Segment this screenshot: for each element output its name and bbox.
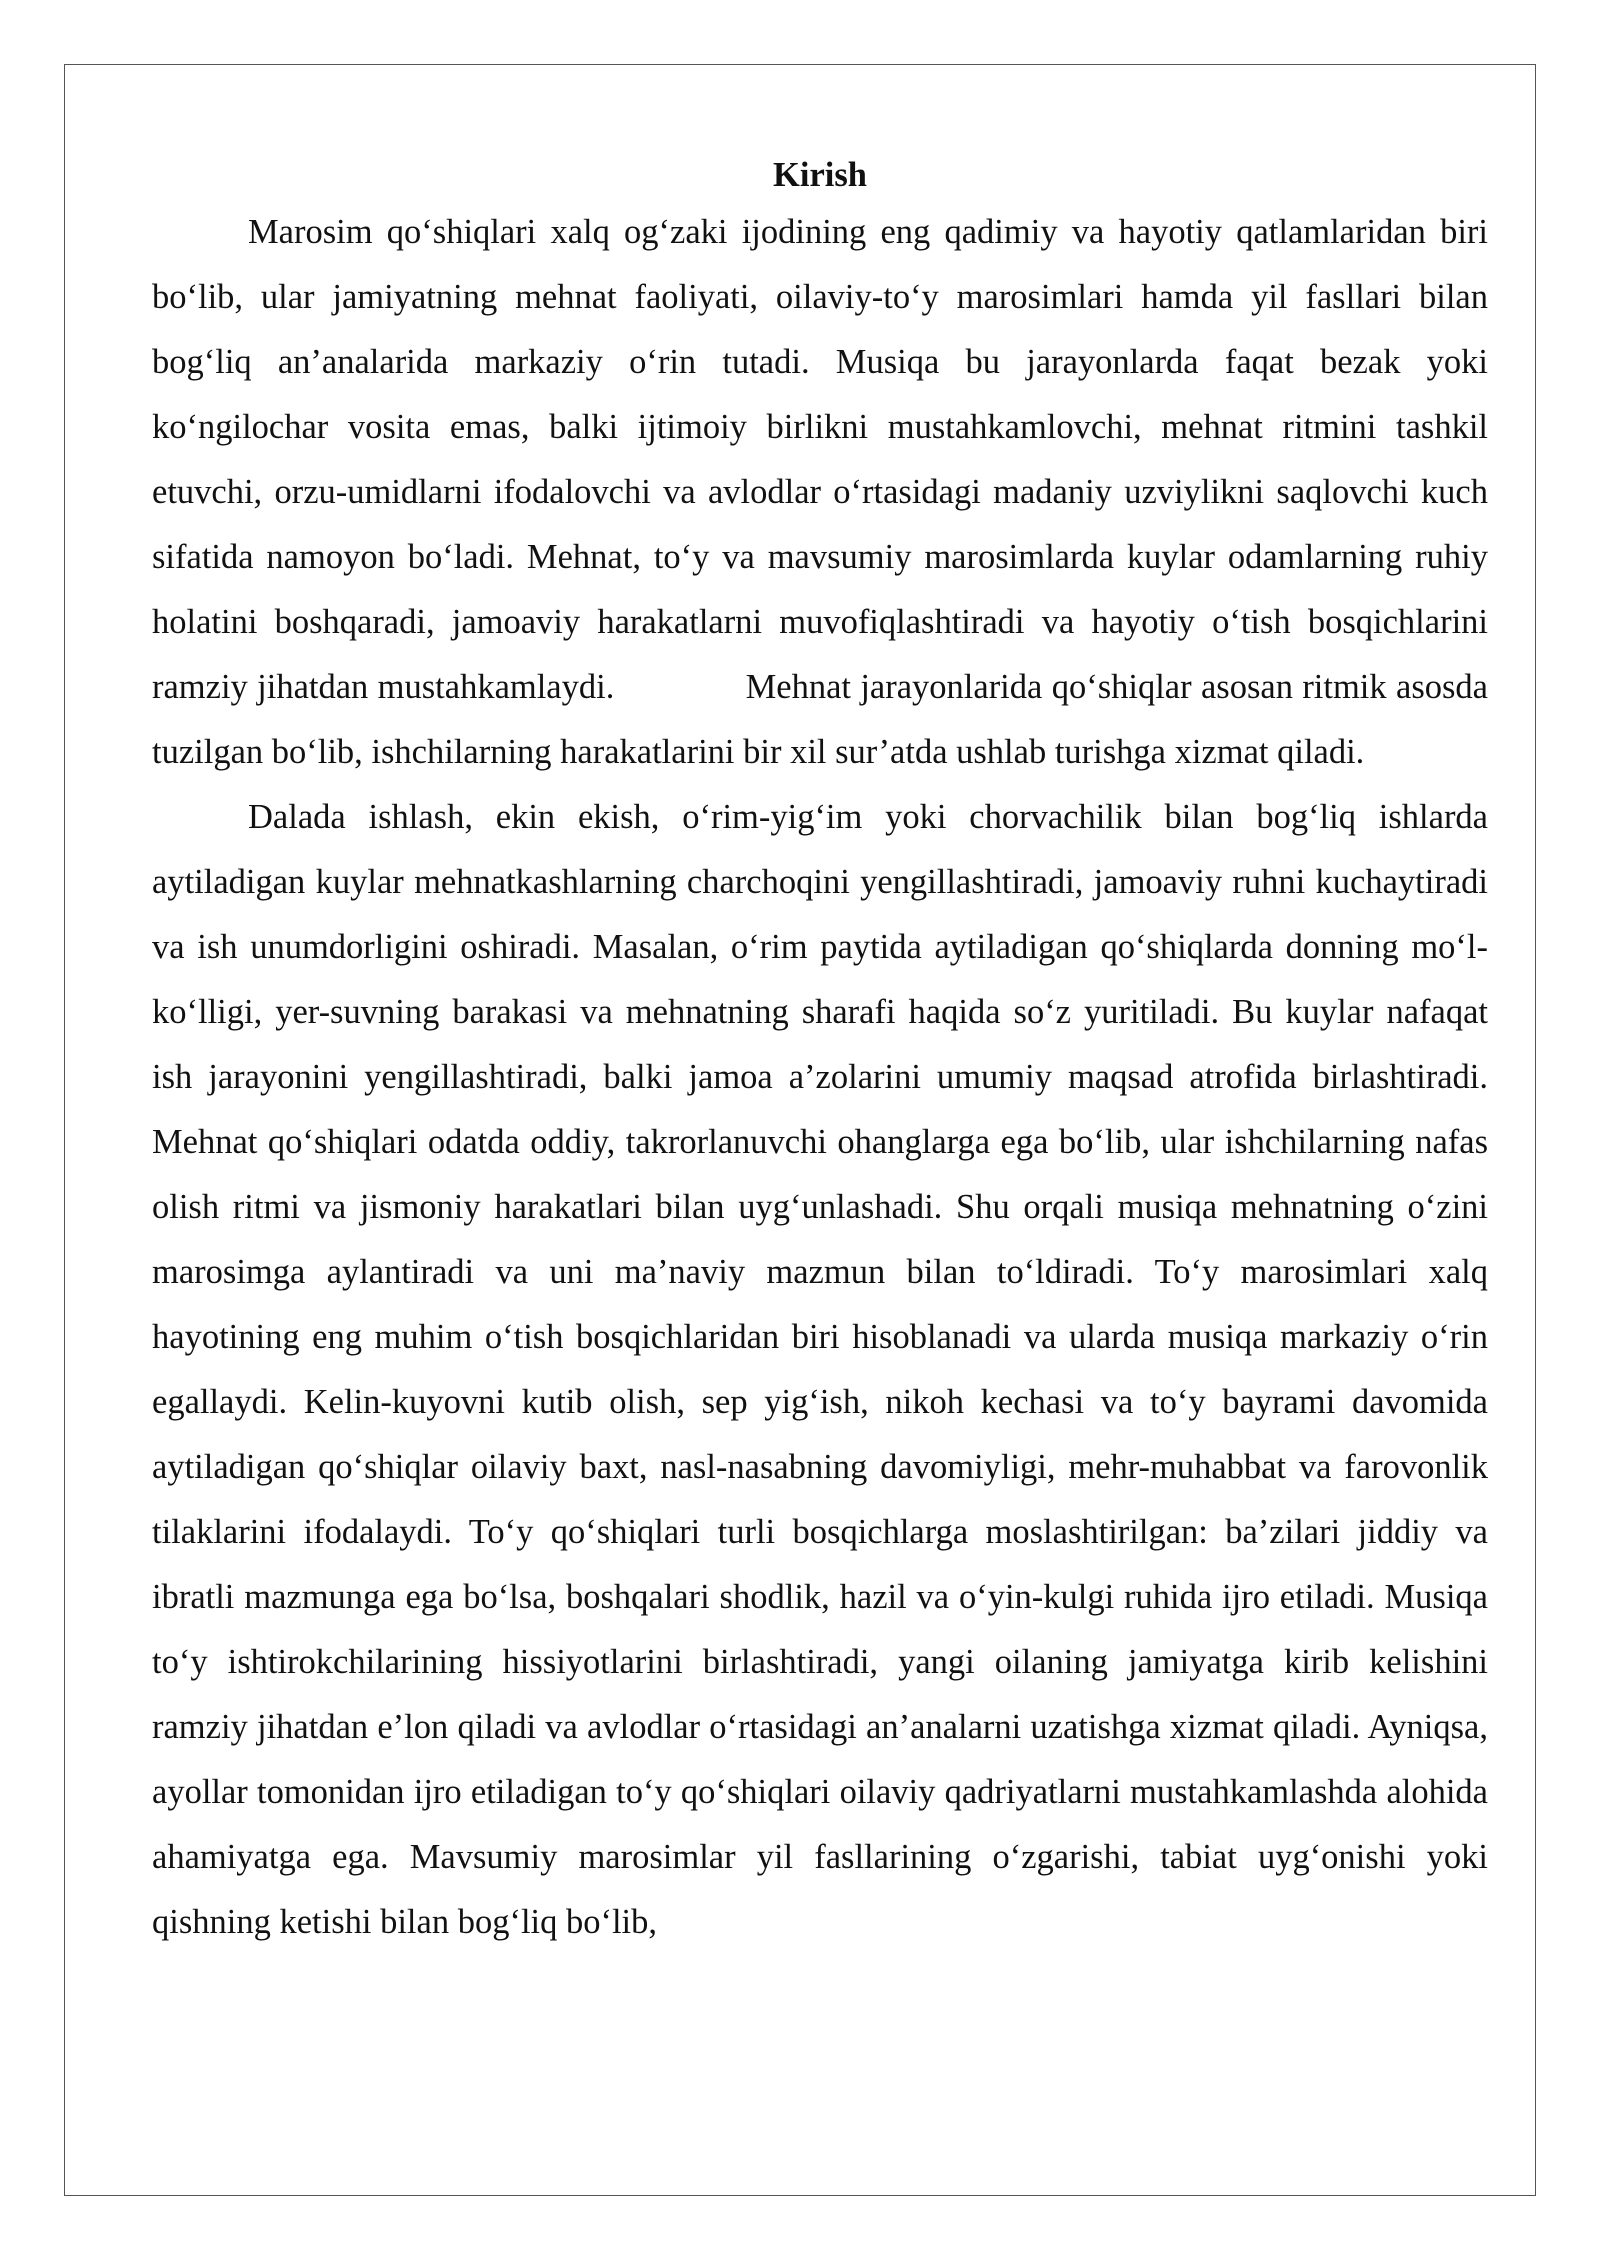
document-title: Kirish [773,156,867,194]
paragraph-1: Marosim qo‘shiqlari xalq og‘zaki ijodining eng qadimiy va hayotiy qatlamlaridan biri bo‘lib, ular jamiyatning mehnat faoliyati, oilaviy-to‘y marosimlari hamda yil fasllari bilan bog‘liq an’analarida markaziy o‘rin tutadi. Musiqa bu jarayonlarda faqat bezak yoki ko‘ngilochar vosita emas, balki ijtimoiy birlikni mustahkamlovchi, mehnat ritmini tashkil etuvchi, orzu-umidlarni ifodalovchi va avlodlar o‘rtasidagi madaniy uzviylikni saqlovchi kuch sifatida namoyon bo‘ladi. Mehnat, to‘y va mavsumiy marosimlarda kuylar odamlarning ruhiy holatini boshqaradi, jamoaviy harakatlarni muvofiqlashtiradi va hayotiy o‘tish bosqichlarini ramziy jihatdan mustahkamlaydi. Mehnat jarayonlarida qo‘shiqlar asosan ritmik asosda tuzilgan bo‘lib, ishchilarning harakatlarini bir xil sur’atda ushlab turishga xizmat qiladi. [152,213,1497,771]
paragraph-2: Dalada ishlash, ekin ekish, o‘rim-yig‘im yoki chorvachilik bilan bog‘liq ishlarda aytiladigan kuylar mehnatkashlarning charchoqini yengillashtiradi, jamoaviy ruhni kuchaytiradi va ish unumdorligini oshiradi. Masalan, o‘rim paytida aytiladigan qo‘shiqlarda donning mo‘l-ko‘lligi, yer-suvning barakasi va mehnatning sharafi haqida so‘z yuritiladi. Bu kuylar nafaqat ish jarayonini yengillashtiradi, balki jamoa a’zolarini umumiy maqsad atrofida birlashtiradi. Mehnat qo‘shiqlari odatda oddiy, takrorlanuvchi ohanglarga ega bo‘lib, ular ishchilarning nafas olish ritmi va jismoniy harakatlari bilan uyg‘unlashadi. Shu orqali musiqa mehnatning o‘zini marosimga aylantiradi va uni ma’naviy mazmun bilan to‘ldiradi. To‘y marosimlari xalq hayotining eng muhim o‘tish bosqichlaridan biri hisoblanadi va ularda musiqa markaziy o‘rin egallaydi. Kelin-kuyovni kutib olish, sep yig‘ish, nikoh kechasi va to‘y bayrami davomida aytiladigan qo‘shiqlar oilaviy baxt, nasl-nasabning davomiyligi, mehr-muhabbat va farovonlik tilaklarini ifodalaydi. To‘y qo‘shiqlari turli bosqichlarga moslashtirilgan: ba’zilari jiddiy va ibratli mazmunga ega bo‘lsa, boshqalari shodlik, hazil va o‘yin-kulgi ruhida ijro etiladi. Musiqa to‘y ishtirokchilarining hissiyotlarini birlashtiradi, yangi oilaning jamiyatga kirib kelishini ramziy jihatdan e’lon qiladi va avlodlar o‘rtasidagi an’analarni uzatishga xizmat qiladi. Ayniqsa, ayollar tomonidan ijro etiladigan to‘y qo‘shiqlari oilaviy qadriyatlarni mustahkamlashda alohida ahamiyatga ega. Mavsumiy marosimlar yil fasllarining o‘zgarishi, tabiat uyg‘onishi yoki qishning ketishi bilan bog‘liq bo‘lib, [152,798,1488,1941]
document-body [152,150,1497,1955]
